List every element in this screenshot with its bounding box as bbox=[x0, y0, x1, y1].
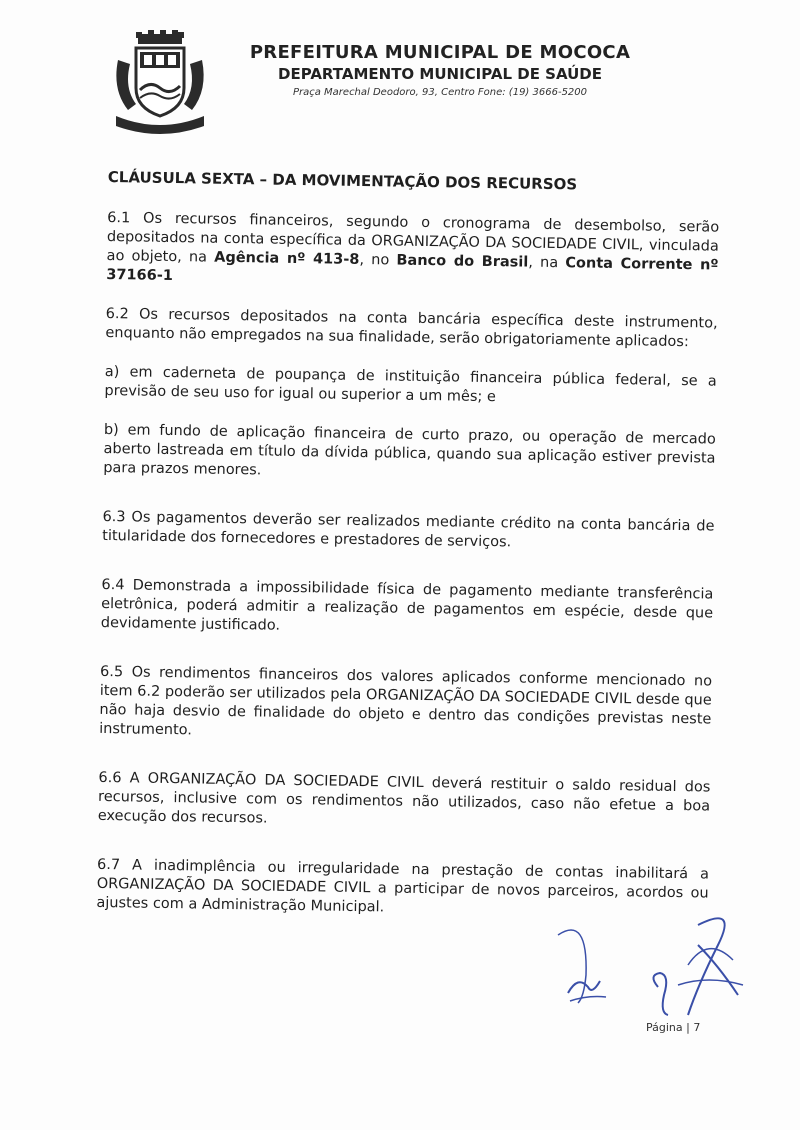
page-number: Página | 7 bbox=[646, 1021, 701, 1034]
paragraph-6-2-b: b) em fundo de aplicação financeira de curto prazo, ou operação de mercado aberto lastreada em título da dívida pública, quando sua aplicação estiver prevista para prazos menores. bbox=[103, 421, 716, 479]
section-title: CLÁUSULA SEXTA – DA MOVIMENTAÇÃO DOS RECURSOS bbox=[107, 168, 578, 194]
account-number: Conta Corrente nº 37166-1 bbox=[106, 255, 719, 285]
document-body bbox=[96, 168, 720, 943]
bank-name: Banco do Brasil bbox=[396, 252, 529, 271]
letterhead-department: DEPARTAMENTO MUNICIPAL DE SAÚDE bbox=[278, 65, 602, 83]
paragraph-6-2-a: a) em caderneta de poupança de instituição financeira pública federal, se a previsão de seu uso for igual ou superior a um mês; e bbox=[104, 363, 717, 406]
municipal-crest-icon bbox=[108, 30, 212, 134]
paragraph-6-2: 6.2 Os recursos depositados na conta bancária específica deste instrumento, enquanto não empregados na sua finalidade, serão obrigatoriamente aplicados: bbox=[105, 305, 718, 351]
paragraph-text: 6.1 Os recursos financeiros, segundo o cronograma de desembolso, serão depositados na conta específica da ORGANIZAÇÃO DA SOCIEDADE CIVIL, vinculada ao objeto, na bbox=[106, 209, 720, 266]
paragraph-text: , na bbox=[528, 254, 566, 272]
paragraph-6-4: 6.4 Demonstrada a impossibilidade física de pagamento mediante transferência eletrônica, poderá admitir a realização de pagamentos em espécie, desde que devidamente justificado. bbox=[100, 576, 714, 634]
paragraph-6-3: 6.3 Os pagamentos deverão ser realizados mediante crédito na conta bancária de titularidade dos fornecedores e prestadores de serviços. bbox=[102, 508, 715, 551]
paragraph-text: , no bbox=[359, 251, 397, 269]
paragraph-6-5: 6.5 Os rendimentos financeiros dos valores aplicados conforme mencionado no item 6.2 poderão ser utilizados pela ORGANIZAÇÃO DA SOCIEDADE CIVIL desde que não haja desvio de finalidade do objeto e dentro das condições previstas neste instrumento. bbox=[99, 663, 713, 739]
handwritten-signature-icon bbox=[548, 905, 748, 1025]
paragraph-6-1 bbox=[106, 209, 719, 295]
paragraph-6-6: 6.6 A ORGANIZAÇÃO DA SOCIEDADE CIVIL deverá restituir o saldo residual dos recursos, inclusive com os rendimentos não utilizados, caso não efetue a boa execução dos recursos. bbox=[97, 769, 711, 827]
paragraph-6-7: 6.7 A inadimplência ou irregularidade na prestação de contas inabilitará a ORGANIZAÇÃO DA SOCIEDADE CIVIL a participar de novos parceiros, acordos ou ajustes com a Administração Municipal. bbox=[96, 856, 710, 916]
letterhead-title: PREFEITURA MUNICIPAL DE MOCOCA bbox=[249, 42, 631, 63]
letterhead bbox=[240, 42, 640, 98]
agency-number: Agência nº 413-8 bbox=[214, 249, 360, 268]
letterhead-address: Praça Marechal Deodoro, 93, Centro Fone: (19) 3666-5200 bbox=[292, 87, 588, 98]
